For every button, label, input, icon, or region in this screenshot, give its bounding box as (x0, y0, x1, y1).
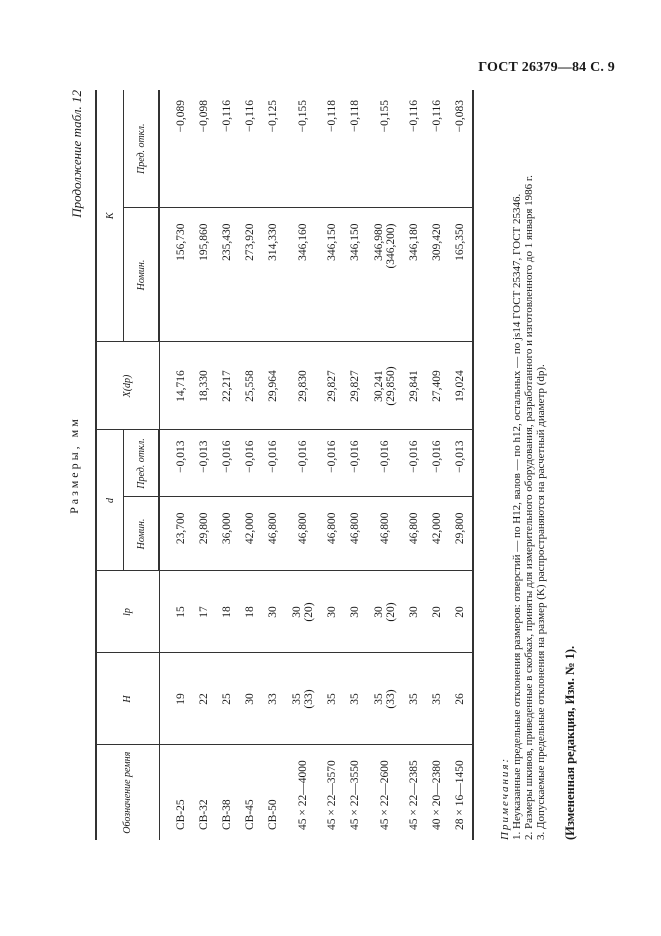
cell-x: 29,964 (262, 342, 285, 430)
cell-k-dev: −0,118 (321, 90, 344, 208)
cell-belt: 45 × 22—4000 (296, 760, 309, 830)
cell-h-alt: (33) (303, 689, 315, 709)
cell-d-dev: −0,016 (262, 430, 285, 497)
table-row (344, 90, 367, 840)
cell-x: 18,330 (193, 342, 216, 430)
table-row (193, 90, 216, 840)
cell-d-nom: 29,800 (449, 497, 473, 571)
cell-k-dev: −0,118 (344, 90, 367, 208)
table-row (403, 90, 426, 840)
cell-k-dev: −0,116 (426, 90, 449, 208)
cell-belt: CB-32 (198, 799, 211, 830)
cell-h (285, 653, 321, 745)
table-row (262, 90, 285, 840)
cell-d-dev: −0,016 (285, 430, 321, 497)
cell-d-nom: 46,800 (344, 497, 367, 571)
cell-k-dev: −0,089 (159, 90, 193, 208)
header-d: d (96, 430, 124, 571)
cell-d-dev: −0,016 (367, 430, 403, 497)
cell-d-nom: 46,800 (367, 497, 403, 571)
header-lp: lp (96, 571, 159, 653)
rotated-table-block (67, 90, 605, 840)
cell-x: 25,558 (239, 342, 262, 430)
cell-h: 35 (426, 653, 449, 745)
cell-h: 30 (239, 653, 262, 745)
cell-lp: 30 (344, 571, 367, 653)
cell-d-dev: −0,016 (216, 430, 239, 497)
cell-d-dev: −0,016 (344, 430, 367, 497)
cell-x: 29,841 (403, 342, 426, 430)
cell-h-main: 35 (290, 693, 303, 705)
cell-k-nom: 165,350 (449, 208, 473, 342)
note-item: 1. Неуказанные предельные отклонения размеров: отверстий — по H12, валов — по h12, остальных — по js14 ГОСТ 25347, ГОСТ 25346. (511, 193, 523, 840)
cell-d-nom: 42,000 (239, 497, 262, 571)
cell-d-dev: −0,016 (239, 430, 262, 497)
header-belt: Обозначение ремня (96, 745, 159, 840)
cell-x: 29,830 (285, 342, 321, 430)
cell-lp: 20 (449, 571, 473, 653)
header-d-dev: Пред. откл. (124, 430, 160, 497)
cell-lp-alt: (20) (385, 602, 397, 622)
cell-belt: 28 × 16—1450 (449, 745, 473, 840)
cell-d-dev: −0,013 (159, 430, 193, 497)
table-row (285, 90, 321, 840)
note-item: 2. Размеры шкивов, приведенные в скобках, приняты для измерительного оборудования, разработанного и изготовленного до 1 января 1986 г. (523, 175, 535, 840)
cell-h-alt: (33) (385, 689, 397, 709)
cell-lp-main: 30 (290, 606, 303, 618)
cell-k-nom: 273,920 (239, 208, 262, 342)
cell-h: 33 (262, 653, 285, 745)
dimensions-table (95, 90, 474, 840)
cell-k-dev: −0,125 (262, 90, 285, 208)
cell-k-dev: −0,155 (367, 90, 403, 208)
cell-lp: 15 (159, 571, 193, 653)
cell-d-nom: 46,800 (403, 497, 426, 571)
cell-lp: 18 (216, 571, 239, 653)
note-item: 3. Допускаемые предельные отклонения на размер (K) распространяются на расчетный диаметр (dp). (535, 364, 547, 840)
cell-belt: CB-45 (244, 799, 257, 830)
cell-belt: 45 × 22—2385 (408, 760, 421, 830)
table-row (159, 90, 193, 840)
cell-lp: 30 (321, 571, 344, 653)
cell-d-nom: 46,800 (321, 497, 344, 571)
cell-k-nom: 346,150 (321, 208, 344, 342)
cell-h: 26 (449, 653, 473, 745)
cell-d-dev: −0,016 (321, 430, 344, 497)
cell-belt: CB-50 (267, 799, 280, 830)
cell-k-dev: −0,116 (239, 90, 262, 208)
cell-belt: 45 × 22—3550 (349, 760, 362, 830)
cell-k-nom: 309,420 (426, 208, 449, 342)
cell-lp: 18 (239, 571, 262, 653)
cell-x: 29,827 (344, 342, 367, 430)
cell-belt: 45 × 22—3570 (326, 760, 339, 830)
header-k-dev: Пред. откл. (124, 90, 160, 208)
cell-lp-main: 30 (372, 606, 385, 618)
header-k: K (96, 90, 124, 342)
cell-d-nom: 23,700 (159, 497, 193, 571)
table-row (449, 90, 473, 840)
cell-d-nom: 29,800 (193, 497, 216, 571)
dimensions-caption: Размеры, мм (67, 416, 81, 514)
cell-belt: CB-38 (221, 799, 234, 830)
cell-lp: 30 (403, 571, 426, 653)
cell-k-nom: 314,330 (262, 208, 285, 342)
cell-k-dev: −0,098 (193, 90, 216, 208)
header-d-nom: Номин. (124, 497, 160, 571)
continuation-label: Продолжение табл. 12 (69, 90, 84, 218)
cell-k-dev: −0,083 (449, 90, 473, 208)
cell-k-dev: −0,116 (403, 90, 426, 208)
header-h: H (96, 653, 159, 745)
cell-h: 22 (193, 653, 216, 745)
notes-title: Примечания: (499, 756, 511, 840)
cell-k-dev: −0,155 (285, 90, 321, 208)
cell-h: 35 (344, 653, 367, 745)
cell-d-dev: −0,013 (193, 430, 216, 497)
cell-k-nom: 346,180 (403, 208, 426, 342)
page-header: ГОСТ 26379—84 С. 9 (478, 60, 615, 75)
cell-x-main: 30,241 (372, 370, 385, 402)
cell-x-alt: (29,850) (385, 366, 397, 406)
cell-lp (285, 571, 321, 653)
cell-x: 19,024 (449, 342, 473, 430)
cell-k-nom (367, 208, 403, 342)
cell-k-nom: 195,860 (193, 208, 216, 342)
table-row (216, 90, 239, 840)
cell-lp (367, 571, 403, 653)
cell-x: 29,827 (321, 342, 344, 430)
header-k-nom: Номин. (124, 208, 160, 342)
cell-d-dev: −0,016 (403, 430, 426, 497)
cell-h: 35 (321, 653, 344, 745)
cell-x: 14,716 (159, 342, 193, 430)
cell-d-nom: 36,000 (216, 497, 239, 571)
cell-h: 35 (403, 653, 426, 745)
edition-note: (Измененная редакция, Изм. № 1). (563, 645, 577, 840)
cell-k-nom: 346,150 (344, 208, 367, 342)
table-row (367, 90, 403, 840)
cell-d-nom: 42,000 (426, 497, 449, 571)
cell-d-nom: 46,800 (262, 497, 285, 571)
cell-lp-alt: (20) (303, 602, 315, 622)
cell-x: 27,409 (426, 342, 449, 430)
table-row (321, 90, 344, 840)
cell-lp: 20 (426, 571, 449, 653)
cell-d-dev: −0,013 (449, 430, 473, 497)
notes (499, 90, 547, 840)
cell-h-main: 35 (372, 693, 385, 705)
cell-x: 22,217 (216, 342, 239, 430)
cell-d-nom: 46,800 (285, 497, 321, 571)
cell-h: 25 (216, 653, 239, 745)
cell-h (367, 653, 403, 745)
cell-belt: 40 × 20—2380 (431, 760, 444, 830)
table-row (239, 90, 262, 840)
cell-h: 19 (159, 653, 193, 745)
cell-k-nom: 156,730 (159, 208, 193, 342)
cell-belt: 45 × 22—2600 (378, 760, 391, 830)
cell-k-nom: 346,160 (285, 208, 321, 342)
cell-k-dev: −0,116 (216, 90, 239, 208)
cell-x (367, 342, 403, 430)
cell-lp: 17 (193, 571, 216, 653)
table-row (426, 90, 449, 840)
header-x: X(dp) (96, 342, 159, 430)
cell-k-nom-alt: (346,200) (385, 223, 397, 269)
cell-d-dev: −0,016 (426, 430, 449, 497)
cell-k-nom-main: 346,980 (372, 223, 385, 261)
cell-belt: CB-25 (175, 799, 188, 830)
cell-k-nom: 235,430 (216, 208, 239, 342)
cell-lp: 30 (262, 571, 285, 653)
